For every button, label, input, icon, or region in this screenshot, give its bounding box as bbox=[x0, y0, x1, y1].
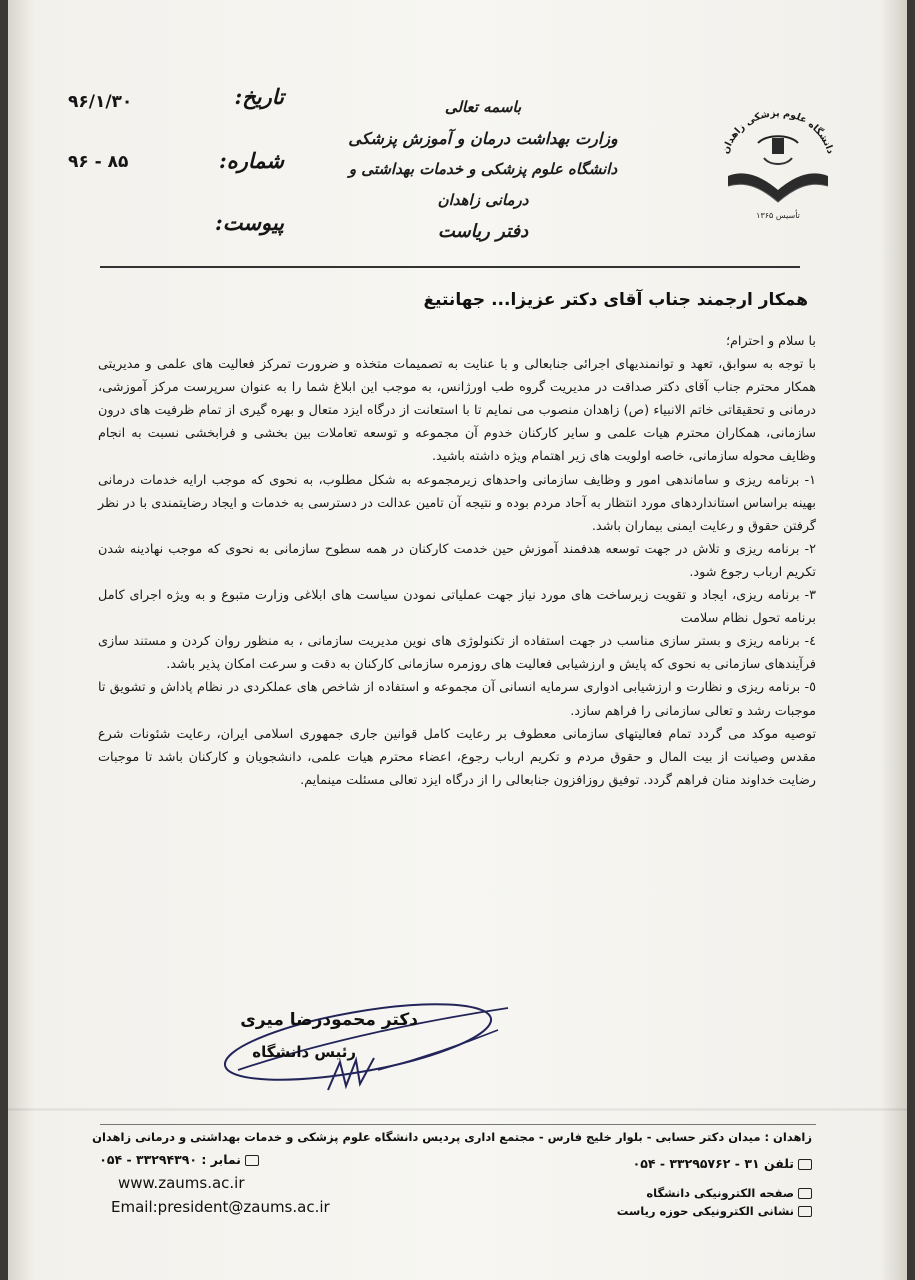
university-name: دانشگاه علوم پزشکی و خدمات بهداشتی و درمانی زاهدان bbox=[348, 160, 618, 209]
footer-phone bbox=[633, 1156, 812, 1171]
signer-title: رئیس دانشگاه bbox=[252, 1043, 356, 1061]
fax-icon bbox=[245, 1155, 259, 1166]
footer-email-label bbox=[617, 1204, 812, 1218]
list-item: ٥- برنامه ریزی و نظارت و ارزشیابی ادواری سرمایه انسانی آن مجموعه و استفاده از شاخص های عملکردی در نظام پاداش و تشویق تا موجبات رشد و تعالی سازمانی را فراهم سازد. bbox=[98, 680, 816, 719]
footer-fax bbox=[99, 1152, 259, 1167]
greeting: با سلام و احترام؛ bbox=[725, 334, 816, 349]
footer-web-label bbox=[646, 1186, 812, 1200]
footer-divider bbox=[100, 1124, 816, 1125]
footer-address: زاهدان : میدان دکتر حسابی - بلوار خلیج فارس - مجتمع اداری پردیس دانشگاه علوم پزشکی و خدمات بهداشتی و درمانی زاهدان bbox=[92, 1130, 812, 1144]
globe-icon bbox=[798, 1188, 812, 1199]
number-label: شماره: bbox=[218, 148, 284, 173]
office-name: دفتر ریاست bbox=[437, 221, 529, 242]
bismillah: باسمه تعالی bbox=[444, 98, 522, 116]
attachment-label: پیوست: bbox=[215, 210, 284, 235]
letter-page bbox=[8, 0, 907, 1280]
mail-icon bbox=[798, 1206, 812, 1217]
list-item: ۳- برنامه ریزی، ایجاد و تقویت زیرساخت های مورد نیاز جهت عملیاتی نمودن سیاست های ابلاغی وزارت متبوع و به ویژه اجرای کامل برنامه تحول نظام سلامت bbox=[98, 588, 816, 627]
ministry-name: وزارت بهداشت درمان و آموزش پزشکی bbox=[348, 129, 618, 148]
list-item: ٤- برنامه ریزی و بستر سازی مناسب در جهت استفاده از تکنولوژی های نوین مدیریت سازمانی ، به منظور روان کردن و مستند سازی فرآیندهای سازمانی به نحوی که پایش و ارزشیابی فعالیت های روزمره سازمانی کارکنان به دقت و سرعت امکان پذیر باشد. bbox=[98, 634, 816, 673]
footer-email-label-text: نشانی الکترونیکی حوزه ریاست bbox=[616, 1204, 794, 1218]
logo-arc-text: دانشگاه علوم پزشکی زاهدان bbox=[720, 107, 836, 156]
number-value: ۸۵ - ۹۶ bbox=[68, 152, 129, 172]
phone-icon bbox=[798, 1159, 812, 1170]
letterhead bbox=[338, 92, 628, 247]
signer-name: دکتر محمودرضا میری bbox=[240, 1010, 418, 1030]
footer-phone-text: تلفن ۳۱ - ۳۳۲۹۵۷۶۲ - ۰۵۴ bbox=[632, 1156, 794, 1171]
date-label: تاریخ: bbox=[234, 84, 284, 109]
footer-email[interactable]: Email:president@zaums.ac.ir bbox=[111, 1198, 330, 1216]
footer-website[interactable]: www.zaums.ac.ir bbox=[118, 1174, 245, 1192]
university-logo bbox=[708, 98, 848, 226]
paper-fold bbox=[8, 1108, 907, 1111]
footer-fax-text: نمابر : ۳۳۲۹۴۳۹۰ - ۰۵۴ bbox=[99, 1152, 241, 1167]
logo-motto: تأسیس ۱۳۶۵ bbox=[756, 211, 800, 220]
footer-web-label-text: صفحه الکترونیکی دانشگاه bbox=[646, 1186, 794, 1200]
closing-paragraph: توصیه موکد می گردد تمام فعالیتهای سازمانی معطوف بر رعایت کامل قوانین جاری جمهوری اسلامی ایران، رعایت شئونات شرع مقدس وصیانت از بیت المال و حقوق مردم و تکریم ارباب رجوع، اعضاء محترم هیات علمی، دانشجویان و کارکنان باشد تا موجبات رضایت خداوند منان فراهم گردد. توفیق روزافزون جنابعالی را از درگاه ایزد تعالی مسئلت مینمایم. bbox=[98, 726, 816, 788]
letter-body bbox=[98, 330, 816, 792]
list-item: ۱- برنامه ریزی و ساماندهی امور و وظایف سازمانی واحدهای زیرمجموعه به شکل مطلوب، به نحوی که موجب ارایه خدمات درمانی بهینه براساس استانداردهای مورد انتظار به آحاد مردم بوده و نتیجه آن تامین عدالت در دسترسی به خدمات و ایجاد رضایتمندی با در نظر گرفتن حقوق و رعایت ایمنی بیماران باشد. bbox=[98, 472, 816, 534]
intro-paragraph: با توجه به سوابق، تعهد و توانمندیهای اجرائی جنابعالی و با عنایت به تصمیمات متخذه و ضرورت تمرکز فعالیت های علمی و مدیریتی همکار محترم جناب آقای دکتر صداقت در مدیریت گروه طب اورژانس، به موجب این ابلاغ شما را به عنوان سرپرست مرکز آموزشی، درمانی و تحقیقاتی خاتم الانبیاء (ص) زاهدان منصوب می نمایم تا با استعانت از درگاه ایزد متعال و بهره گیری از تمام ظرفیت های درون سازمانی، همکاران محترم هیات علمی و سایر کارکنان خدوم آن مجموعه و توسعه تعاملات بین بخشی و فرابخشی نسبت به انجام وظایف محوله سازمانی، خاصه اولویت های زیر اهتمام ویژه داشته باشید. bbox=[98, 357, 816, 465]
header-divider bbox=[100, 266, 800, 268]
addressee: همکار ارجمند جناب آقای دکتر عزیزا... جهانتیغ bbox=[423, 290, 808, 310]
list-item: ۲- برنامه ریزی و تلاش در جهت توسعه هدفمند آموزش حین خدمت کارکنان در همه سطوح سازمانی به نحوی که موجب نهادینه شدن تکریم ارباب رجوع شود. bbox=[98, 541, 816, 580]
date-value: ۹۶/۱/۳۰ bbox=[68, 92, 133, 112]
